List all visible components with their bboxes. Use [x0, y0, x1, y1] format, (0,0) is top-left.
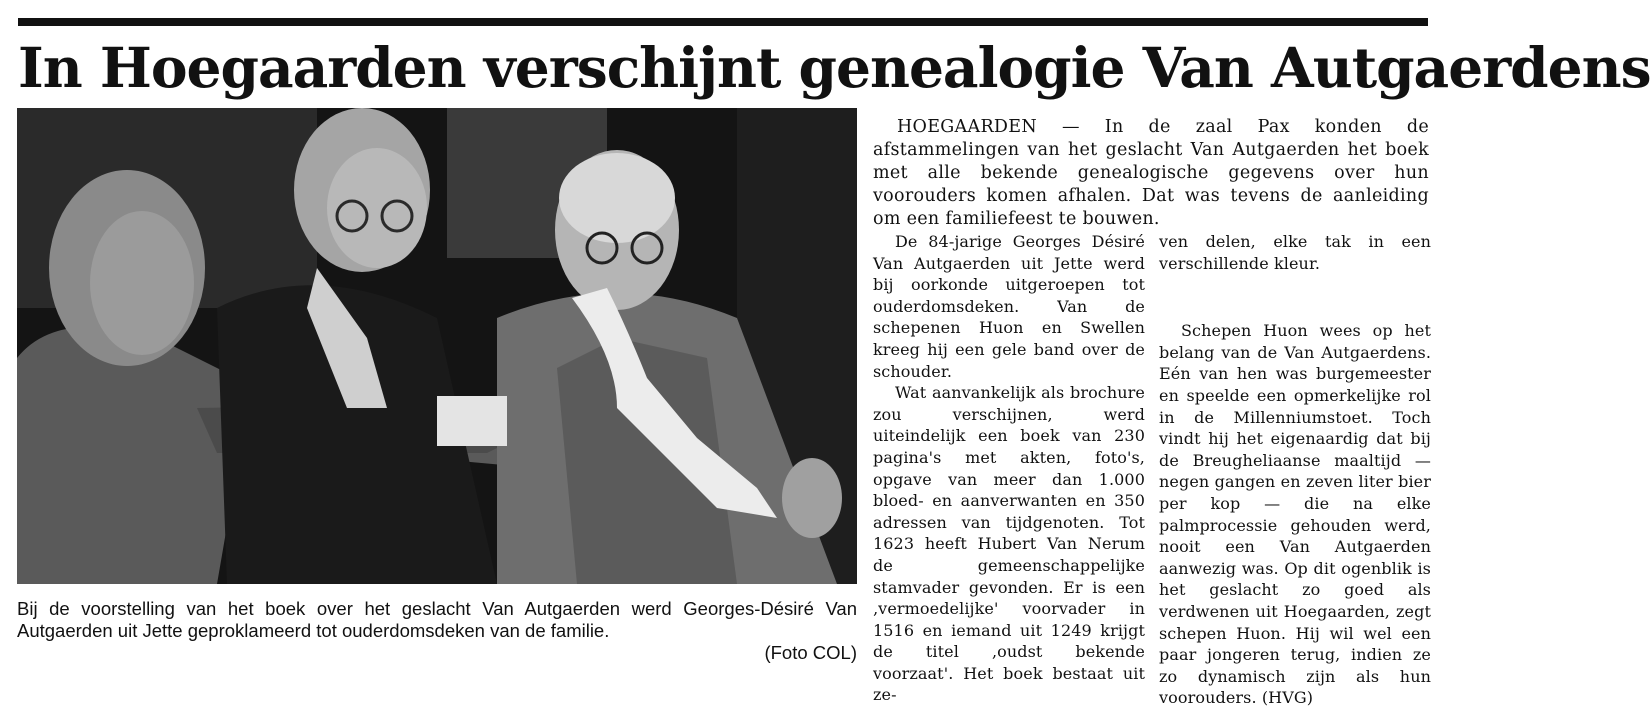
- paragraph: ven delen, elke tak in een verschillende kleur.: [1159, 232, 1431, 273]
- top-rule: [18, 18, 1428, 26]
- article-column-1: [873, 231, 1145, 706]
- paragraph: De 84-jarige Georges Désiré Van Autgaerden uit Jette werd bij oorkonde uitgeroepen tot ouderdomsdeken. Van de schepenen Huon en Swellen kreeg hij een gele band over de schouder.: [873, 232, 1145, 381]
- photo-caption: [17, 598, 857, 664]
- article-column-2: [1159, 231, 1431, 709]
- news-photo: [17, 108, 857, 584]
- paragraph: Schepen Huon wees op het belang van de Van Autgaerdens. Eén van hen was burgemeester en speelde een opmerkelijke rol in de Millenniumstoet. Toch vindt hij het eigenaardig dat bij de Breugheliaanse maaltijd — negen gangen en zeven liter bier per kop — die na elke palmprocessie gehouden werd, nooit een Van Autgaerden aanwezig was. Op dit ogenblik is het geslacht zo goed als verdwenen uit Hoegaarden, zegt schepen Huon. Hij wil wel een paar jongeren terug, indien ze zo dynamisch zijn als hun voorouders. (HVG): [1159, 321, 1431, 708]
- headline: In Hoegaarden verschijnt genealogie Van Autgaerdens: [18, 35, 1651, 100]
- article-intro: HOEGAARDEN — In de zaal Pax konden de afstammelingen van het geslacht Van Autgaerden het boek met alle bekende genealogische gegevens over hun voorouders komen afhalen. Dat was tevens de aanleiding om een familiefeest te bouwen.: [873, 117, 1429, 229]
- caption-text: Bij de voorstelling van het boek over het geslacht Van Autgaerden werd Georges-Désiré Van Autgaerden uit Jette geproklameerd tot ouderdomsdeken van de familie.: [17, 598, 857, 641]
- caption-credit: (Foto COL): [764, 642, 857, 663]
- paragraph: Wat aanvankelijk als brochure zou verschijnen, werd uiteindelijk een boek van 230 pagina's met akten, foto's, opgave van meer dan 1.000 bloed- en aanverwanten en 350 adressen van tijdgenoten. Tot 1623 heeft Hubert Van Nerum de gemeenschappelijke stamvader gevonden. Er is een ‚vermoedelijke' voorvader in 1516 en iemand uit 1249 krijgt de titel ‚oudst bekende voorzaat'. Het boek bestaat uit ze-: [873, 383, 1145, 705]
